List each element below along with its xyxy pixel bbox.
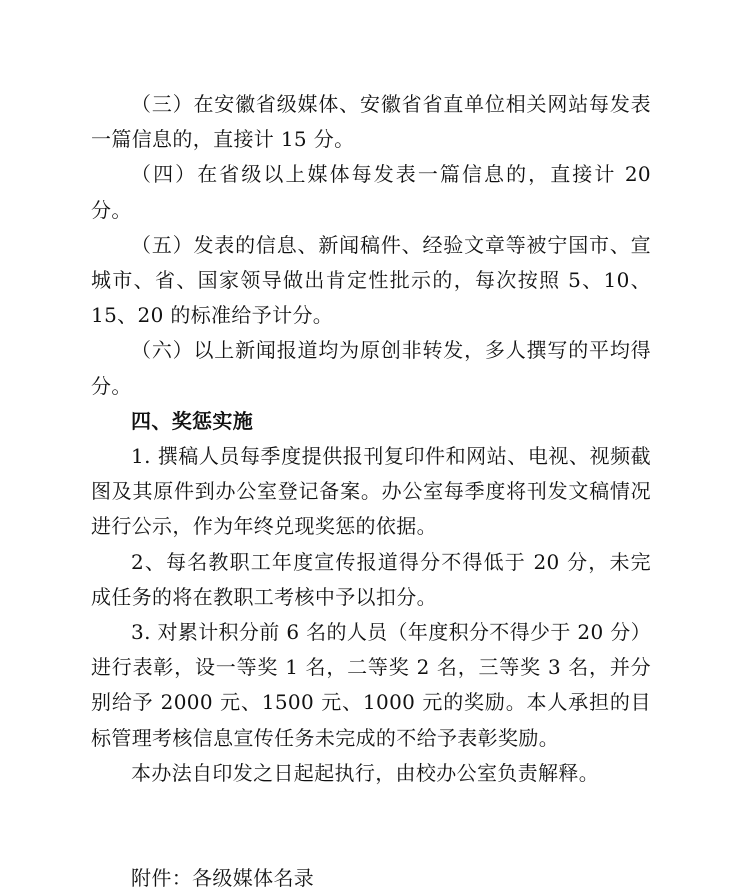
section-heading-rewards: 四、奖惩实施	[131, 408, 254, 433]
paragraph-item-3: （三）在安徽省级媒体、安徽省省直单位相关网站每发表一篇信息的，直接计 15 分。	[91, 92, 651, 152]
closing-statement: 本办法自印发之日起起执行，由校办公室负责解释。	[131, 760, 600, 785]
paragraph-item-6: （六）以上新闻报道均为原创非转发，多人撰写的平均得分。	[91, 338, 651, 398]
paragraph-item-4: （四）在省级以上媒体每发表一篇信息的，直接计 20 分。	[91, 162, 651, 222]
reward-item-2: 2、每名教职工年度宣传报道得分不得低于 20 分，未完成任务的将在教职工考核中予以扣分。	[91, 549, 651, 609]
attachment-note: 附件：各级媒体名录	[131, 866, 315, 891]
document-body	[91, 87, 651, 896]
spacer	[91, 791, 651, 861]
paragraph-item-5: （五）发表的信息、新闻稿件、经验文章等被宁国市、宣城市、省、国家领导做出肯定性批示的，每次按照 5、10、15、20 的标准给予计分。	[91, 232, 651, 328]
reward-item-3: 3. 对累计积分前 6 名的人员（年度积分不得少于 20 分）进行表彰，设一等奖 1 名，二等奖 2 名，三等奖 3 名，并分别给予 2000 元、1500 元、1000 元的奖励。本人承担的目标管理考核信息宣传任务未完成的不给予表彰奖励。	[91, 620, 651, 750]
reward-item-1: 1. 撰稿人员每季度提供报刊复印件和网站、电视、视频截图及其原件到办公室登记备案。办公室每季度将刊发文稿情况进行公示，作为年终兑现奖惩的依据。	[91, 444, 651, 539]
